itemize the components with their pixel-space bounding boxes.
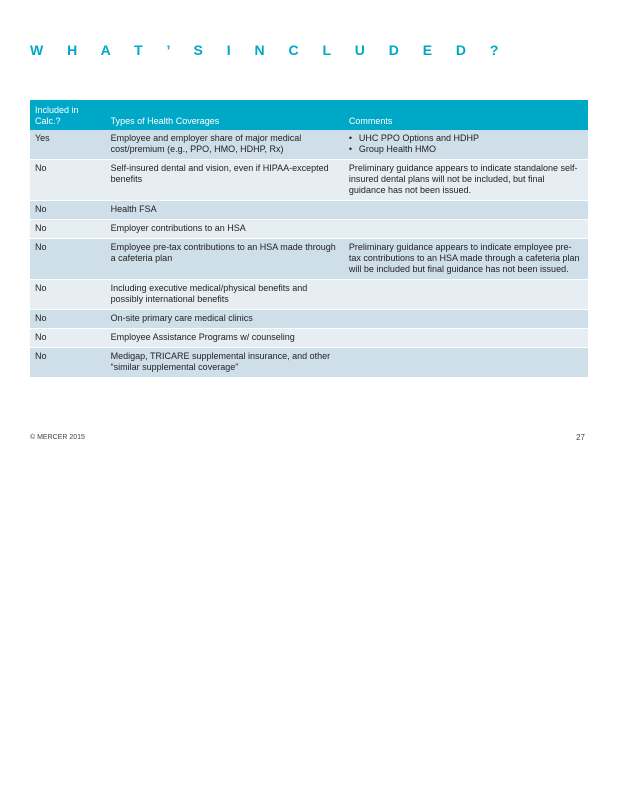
- cell-comments: [344, 310, 588, 329]
- copyright: © MERCER 2015: [30, 434, 85, 441]
- cell-type: Employee pre-tax contributions to an HSA made through a cafeteria plan: [106, 239, 344, 280]
- cell-comments: [344, 130, 588, 160]
- cell-included: No: [30, 220, 106, 239]
- cell-type: On-site primary care medical clinics: [106, 310, 344, 329]
- header-types: Types of Health Coverages: [110, 116, 220, 126]
- header-included: Included in Calc.?: [35, 105, 79, 126]
- comments-list: [349, 133, 583, 155]
- cell-comments: [344, 201, 588, 220]
- cell-type: Employee Assistance Programs w/ counseling: [106, 329, 344, 348]
- table-row: [30, 201, 588, 220]
- coverage-table: [30, 100, 588, 378]
- table-row: [30, 329, 588, 348]
- cell-type: Medigap, TRICARE supplemental insurance, and other “similar supplemental coverage”: [106, 348, 344, 378]
- page-title: W H A T ’ S I N C L U D E D ?: [30, 42, 509, 58]
- cell-included: No: [30, 160, 106, 201]
- comment-item: • UHC PPO Options and HDHP: [359, 133, 583, 144]
- cell-included: No: [30, 201, 106, 220]
- table-row: [30, 160, 588, 201]
- comment-item: • Group Health HMO: [359, 144, 583, 155]
- table-header-row: [30, 100, 588, 130]
- table-row: [30, 348, 588, 378]
- cell-comments: [344, 280, 588, 310]
- cell-type: Including executive medical/physical benefits and possibly international benefits: [106, 280, 344, 310]
- table-row: [30, 220, 588, 239]
- cell-included: No: [30, 348, 106, 378]
- cell-type: Self-insured dental and vision, even if HIPAA-excepted benefits: [106, 160, 344, 201]
- cell-included: No: [30, 329, 106, 348]
- table-row: [30, 310, 588, 329]
- cell-included: No: [30, 280, 106, 310]
- cell-included: No: [30, 239, 106, 280]
- cell-comments: [344, 329, 588, 348]
- cell-comments: Preliminary guidance appears to indicate standalone self-insured dental plans will not be included, but final guidance has not been issued.: [344, 160, 588, 201]
- cell-type: Employee and employer share of major medical cost/premium (e.g., PPO, HMO, HDHP, Rx): [106, 130, 344, 160]
- cell-type: Employer contributions to an HSA: [106, 220, 344, 239]
- table-row: [30, 130, 588, 160]
- header-comments: Comments: [348, 116, 393, 126]
- cell-comments: Preliminary guidance appears to indicate employee pre-tax contributions to an HSA made through a cafeteria plan will be included but final guidance has not been issued.: [344, 239, 588, 280]
- page-number: 27: [576, 433, 585, 442]
- cell-type: Health FSA: [106, 201, 344, 220]
- cell-comments: [344, 348, 588, 378]
- table-row: [30, 280, 588, 310]
- cell-included: No: [30, 310, 106, 329]
- cell-comments: [344, 220, 588, 239]
- table-row: [30, 239, 588, 280]
- cell-included: Yes: [30, 130, 106, 160]
